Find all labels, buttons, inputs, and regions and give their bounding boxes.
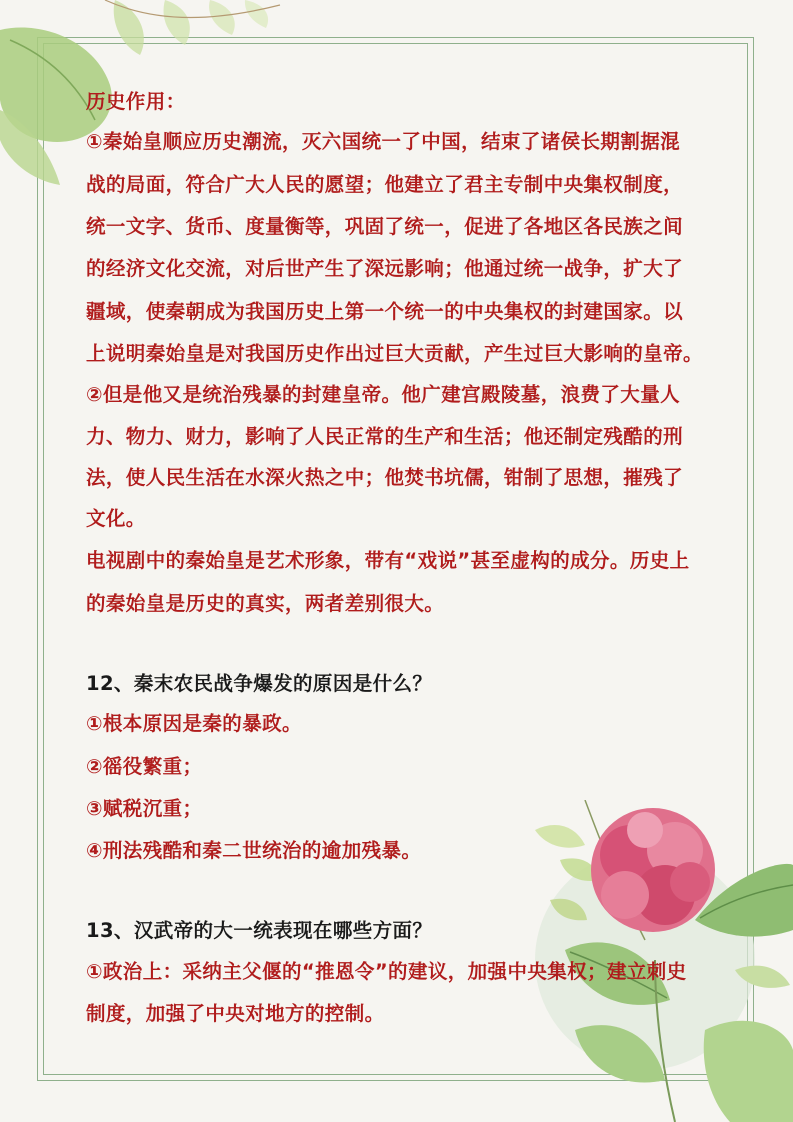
q12-answer: ①根本原因是秦的暴政。	[86, 712, 302, 735]
history-line: 的经济文化交流，对后世产生了深远影响；他通过统一战争，扩大了	[86, 257, 684, 280]
q12-answer: ④刑法残酷和秦二世统治的逾加残暴。	[86, 839, 422, 862]
history-line: 上说明秦始皇是对我国历史作出过巨大贡献，产生过巨大影响的皇帝。	[86, 342, 703, 365]
history-line: 的秦始皇是历史的真实，两者差别很大。	[86, 592, 445, 615]
question-12: 12、秦末农民战争爆发的原因是什么？	[86, 672, 433, 695]
history-line: 文化。	[86, 507, 146, 530]
history-line: 统一文字、货币、度量衡等，巩固了统一，促进了各地区各民族之间	[86, 215, 684, 238]
q13-answer: ①政治上：采纳主父偃的“推恩令”的建议，加强中央集权；建立刺史	[86, 960, 687, 983]
question-13: 13、汉武帝的大一统表现在哪些方面？	[86, 919, 433, 942]
history-line: 疆域，使秦朝成为我国历史上第一个统一的中央集权的封建国家。以	[86, 300, 684, 323]
history-line: ①秦始皇顺应历史潮流，灭六国统一了中国，结束了诸侯长期割据混	[86, 130, 681, 153]
history-line: 战的局面，符合广大人民的愿望；他建立了君主专制中央集权制度，	[86, 173, 684, 196]
q12-answer: ②徭役繁重；	[86, 755, 203, 778]
q13-answer: 制度，加强了中央对地方的控制。	[86, 1002, 385, 1025]
q12-answer: ③赋税沉重；	[86, 797, 203, 820]
section-title-history: 历史作用：	[86, 90, 186, 113]
history-line: 力、物力、财力，影响了人民正常的生产和生活；他还制定残酷的刑	[86, 425, 684, 448]
history-line: 法，使人民生活在水深火热之中；他焚书坑儒，钳制了思想，摧残了	[86, 466, 684, 489]
history-line: 电视剧中的秦始皇是艺术形象，带有“戏说”甚至虚构的成分。历史上	[86, 549, 690, 572]
history-line: ②但是他又是统治残暴的封建皇帝。他广建宫殿陵墓，浪费了大量人	[86, 383, 681, 406]
